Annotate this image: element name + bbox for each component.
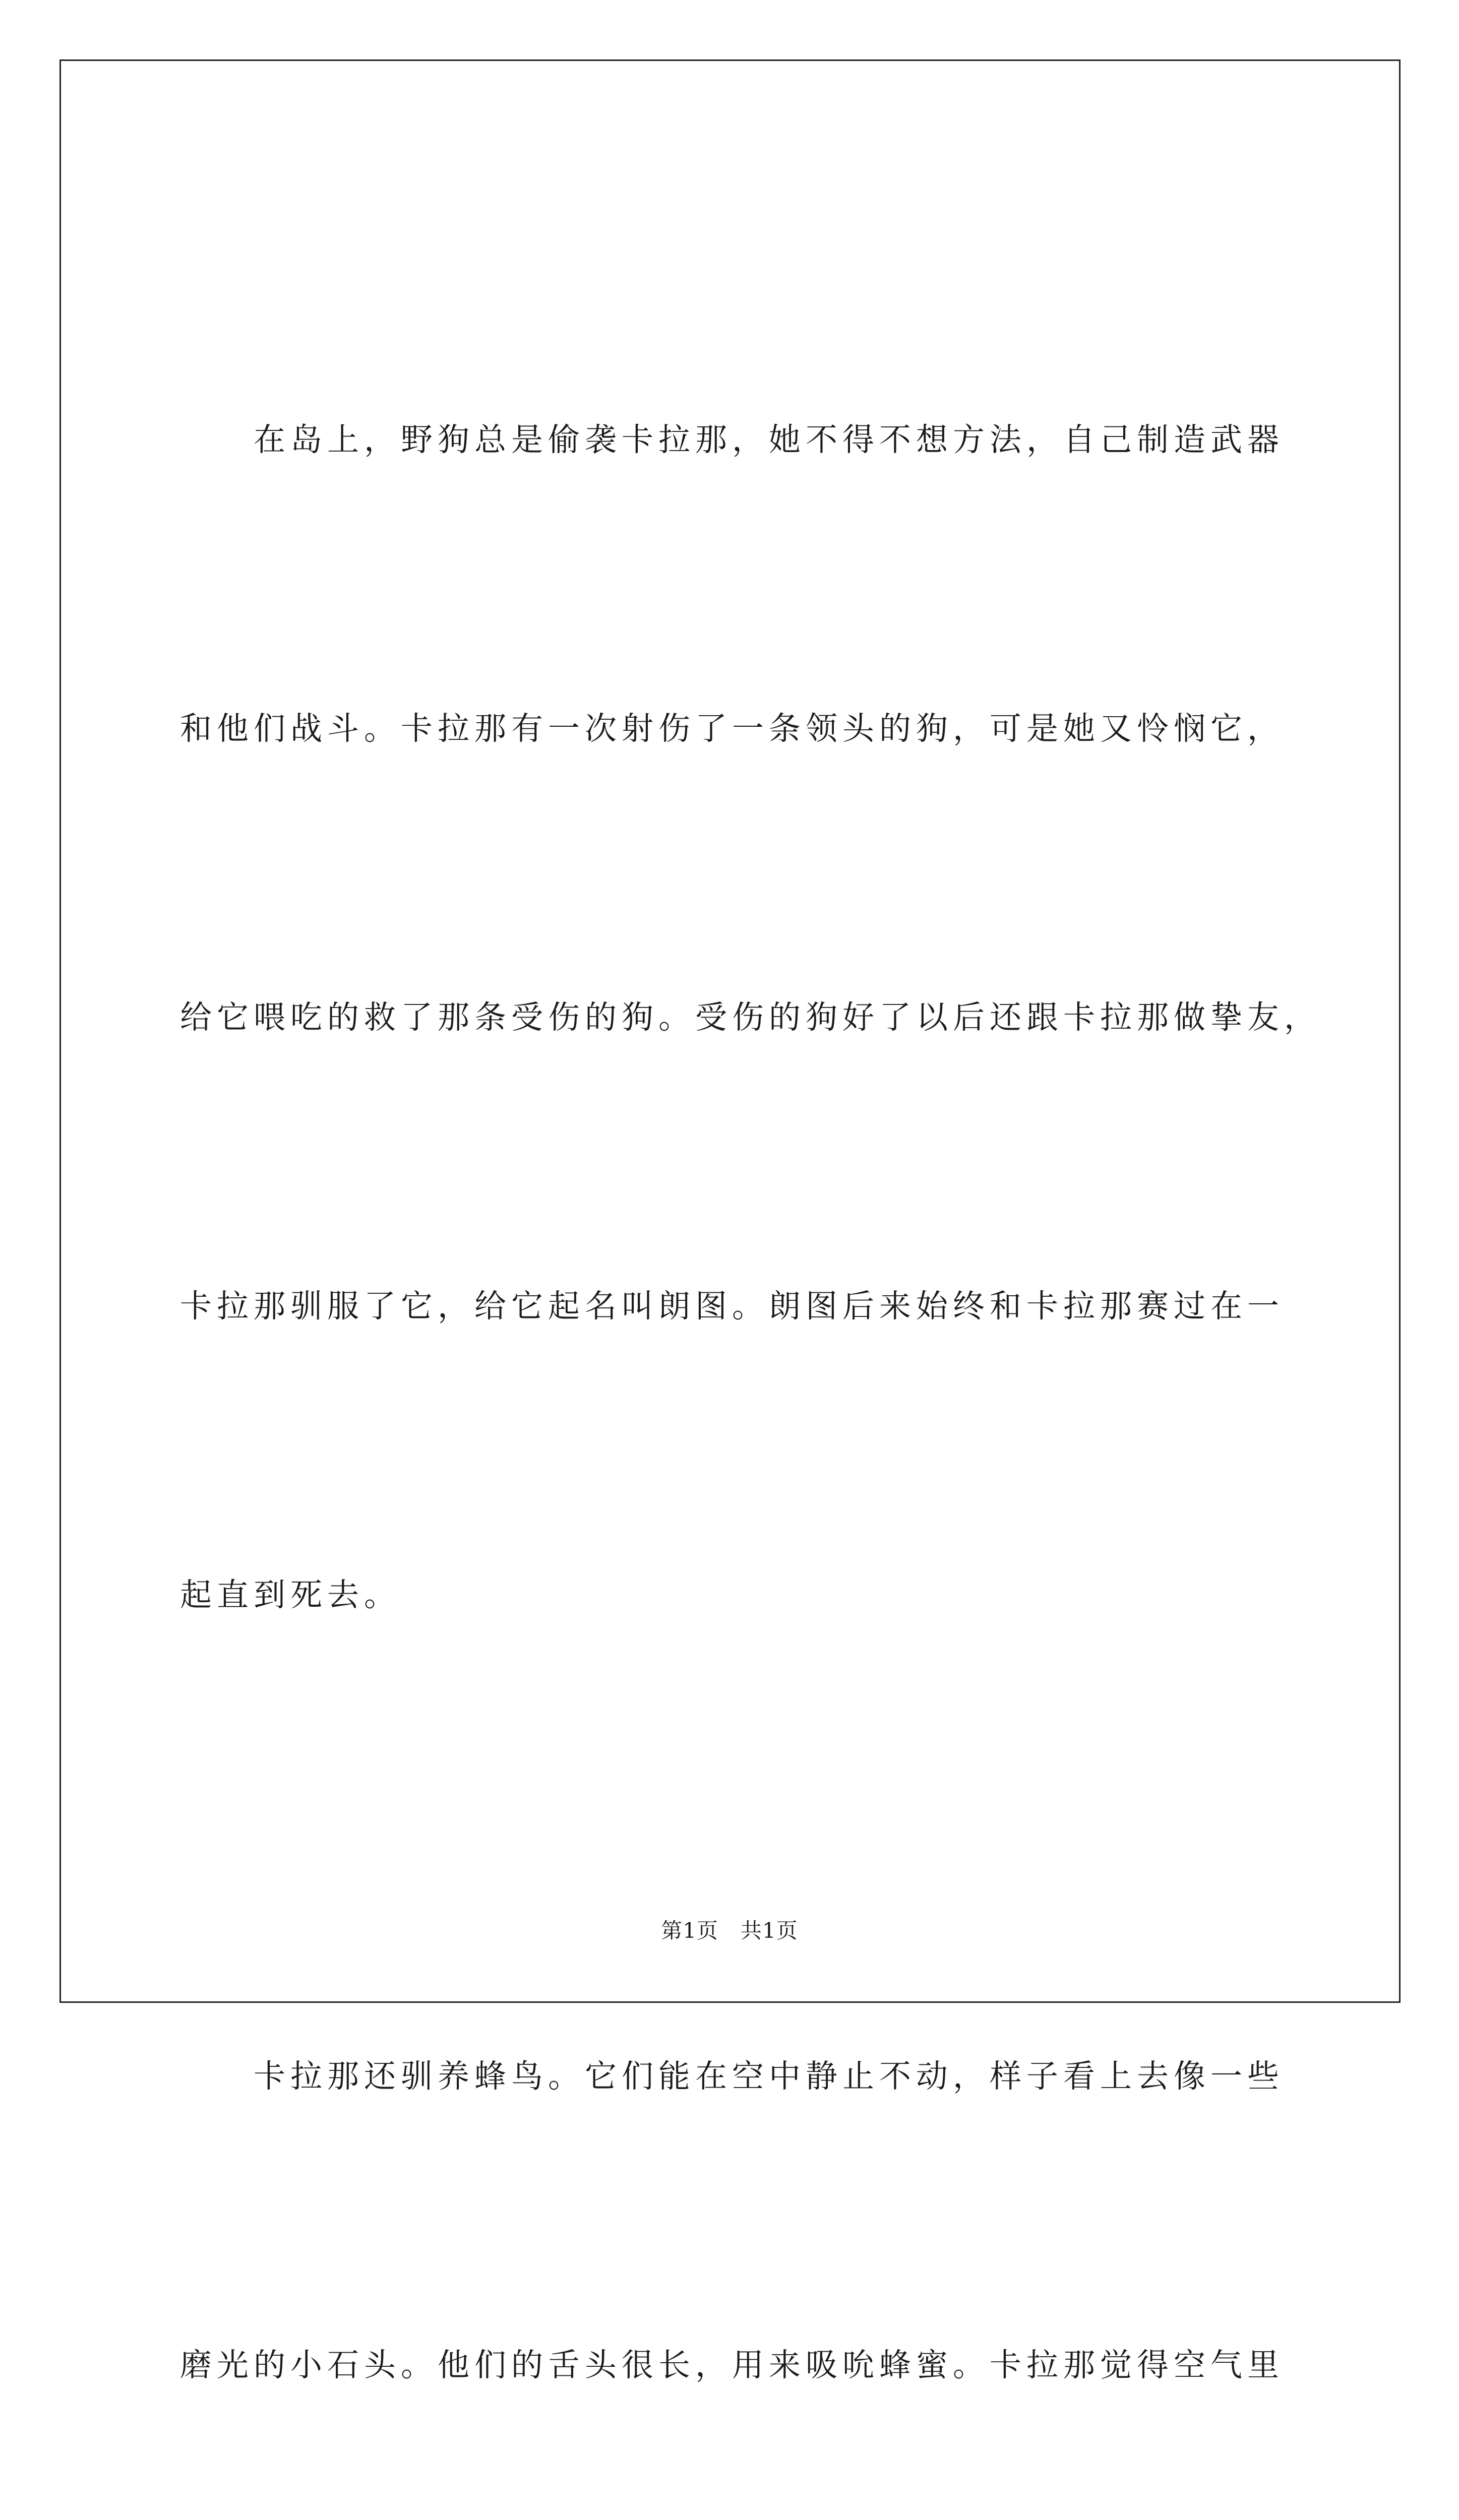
text-line: 在岛上，野狗总是偷袭卡拉那，她不得不想方法，自己制造武器 (254, 421, 1284, 458)
text-line: 起直到死去。 (180, 1577, 401, 1613)
text-line: 卡拉那还驯养蜂鸟。它们能在空中静止不动，样子看上去像一些 (254, 2058, 1284, 2095)
text-line: 磨光的小石头。他们的舌头很长，用来吸吮蜂蜜。卡拉那觉得空气里 (180, 2347, 1284, 2383)
paragraph-1 (180, 199, 1321, 1836)
document-body (180, 199, 1321, 2520)
page-number: 第1页 (661, 1918, 718, 1943)
text-line: 卡拉那驯服了它，给它起名叫朗图。朗图后来始终和卡拉那赛过在一 (180, 1288, 1284, 1325)
page-total: 共1页 (741, 1918, 798, 1943)
page-footer (0, 1914, 1459, 1944)
text-line: 给它喂吃的救了那条受伤的狗。受伤的狗好了以后还跟卡拉那做挚友， (180, 999, 1321, 1036)
text-line: 和他们战斗。卡拉那有一次射伤了一条领头的狗，可是她又怜悯它， (180, 710, 1284, 747)
